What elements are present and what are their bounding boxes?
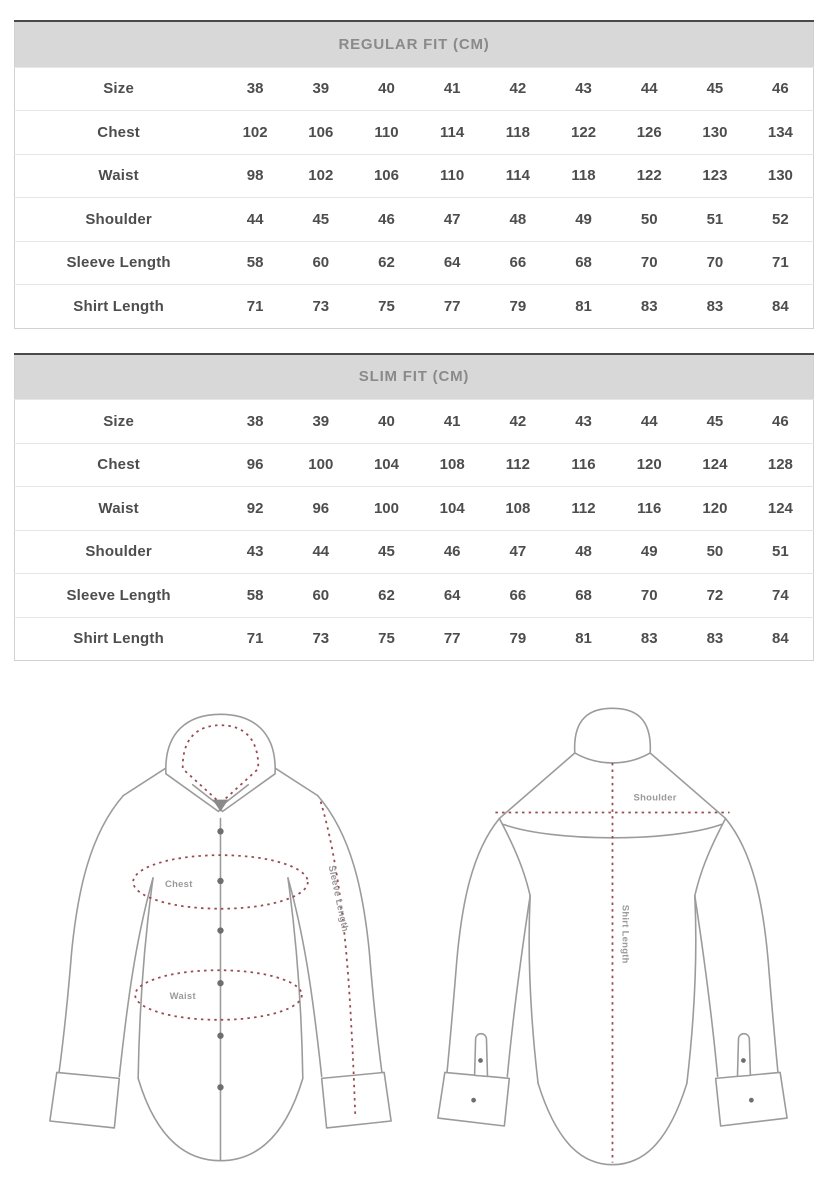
measurement-value-cell: 114 (419, 111, 485, 155)
measurement-value-cell: 106 (354, 154, 420, 198)
measurement-value-cell: 38 (222, 67, 288, 111)
waist-measure-ellipse (135, 970, 302, 1020)
measurement-value-cell: 92 (222, 487, 288, 531)
front-right-sleeve-inner (288, 878, 322, 1076)
measurement-value-cell: 70 (616, 241, 682, 285)
measurement-value-cell: 118 (485, 111, 551, 155)
measurement-value-cell: 114 (485, 154, 551, 198)
measurement-row-label: Chest (15, 111, 223, 155)
measurement-value-cell: 42 (485, 67, 551, 111)
back-left-sleeve-outline (447, 818, 500, 1074)
measurement-row-label: Shoulder (15, 530, 223, 574)
measurement-value-cell: 122 (551, 111, 617, 155)
measurement-value-cell: 100 (288, 443, 354, 487)
measurement-value-cell: 79 (485, 285, 551, 329)
measurement-value-cell: 47 (419, 198, 485, 242)
back-right-placket-button (741, 1058, 746, 1063)
front-left-cuff (50, 1072, 119, 1128)
measurement-value-cell: 83 (616, 617, 682, 661)
measurement-row (15, 154, 814, 198)
measurement-row-label: Waist (15, 487, 223, 531)
measurement-value-cell: 45 (288, 198, 354, 242)
measurement-value-cell: 75 (354, 285, 420, 329)
measurement-row-label: Chest (15, 443, 223, 487)
front-right-cuff (322, 1072, 391, 1128)
measurement-value-cell: 44 (288, 530, 354, 574)
measurement-value-cell: 46 (419, 530, 485, 574)
measurement-value-cell: 104 (419, 487, 485, 531)
measurement-value-cell: 112 (485, 443, 551, 487)
back-collar (575, 708, 651, 763)
measurement-value-cell: 48 (551, 530, 617, 574)
chest-label: Chest (165, 877, 193, 889)
measurement-value-cell: 116 (551, 443, 617, 487)
measurement-value-cell: 62 (354, 574, 420, 618)
measurement-row-label: Waist (15, 154, 223, 198)
measurement-row (15, 285, 814, 329)
measurement-value-cell: 50 (616, 198, 682, 242)
measurement-value-cell: 38 (222, 400, 288, 444)
measurement-value-cell: 40 (354, 400, 420, 444)
measurement-value-cell: 110 (354, 111, 420, 155)
measurement-value-cell: 126 (616, 111, 682, 155)
measurement-value-cell: 75 (354, 617, 420, 661)
back-right-sleeve-inner (695, 896, 718, 1077)
back-left-sleeve-inner (507, 896, 530, 1077)
measurement-row (15, 530, 814, 574)
measurement-value-cell: 43 (551, 400, 617, 444)
measurement-value-cell: 44 (616, 67, 682, 111)
front-left-sleeve-inner (119, 878, 153, 1076)
measurement-value-cell: 83 (682, 617, 748, 661)
measurement-value-cell: 64 (419, 574, 485, 618)
back-left-cuff-button (471, 1098, 476, 1103)
front-left-sleeve-outline (59, 796, 123, 1075)
measurement-value-cell: 64 (419, 241, 485, 285)
measurement-value-cell: 41 (419, 400, 485, 444)
measurement-value-cell: 124 (682, 443, 748, 487)
measurement-value-cell: 134 (748, 111, 814, 155)
measurement-value-cell: 70 (682, 241, 748, 285)
table-header-row (15, 354, 814, 400)
slim-fit-title: SLIM FIT (CM) (15, 354, 814, 400)
front-collar (166, 714, 275, 811)
measurement-value-cell: 44 (616, 400, 682, 444)
measurement-row-label: Sleeve Length (15, 241, 223, 285)
measurement-value-cell: 62 (354, 241, 420, 285)
measurement-value-cell: 120 (682, 487, 748, 531)
measurement-value-cell: 71 (222, 617, 288, 661)
back-body-left-side (529, 896, 538, 1083)
measurement-value-cell: 83 (682, 285, 748, 329)
measurement-value-cell: 43 (222, 530, 288, 574)
measurement-value-cell: 49 (551, 198, 617, 242)
measurement-value-cell: 100 (354, 487, 420, 531)
measurement-value-cell: 96 (288, 487, 354, 531)
measurement-value-cell: 81 (551, 285, 617, 329)
measurement-value-cell: 108 (419, 443, 485, 487)
measurement-value-cell: 106 (288, 111, 354, 155)
measurement-value-cell: 51 (748, 530, 814, 574)
measurement-value-cell: 112 (551, 487, 617, 531)
slim-fit-table (14, 353, 814, 662)
measurement-value-cell: 77 (419, 617, 485, 661)
measurement-value-cell: 47 (485, 530, 551, 574)
measurement-value-cell: 45 (682, 67, 748, 111)
measurement-value-cell: 102 (288, 154, 354, 198)
measurement-value-cell: 84 (748, 617, 814, 661)
measurement-value-cell: 74 (748, 574, 814, 618)
back-body-right-side (687, 896, 696, 1083)
shirt-back-diagram (424, 701, 796, 1173)
back-left-sleeve-placket (475, 1034, 488, 1077)
measurement-row-label: Shoulder (15, 198, 223, 242)
measurement-value-cell: 60 (288, 241, 354, 285)
regular-fit-title: REGULAR FIT (CM) (15, 21, 814, 67)
measurement-value-cell: 83 (616, 285, 682, 329)
measurement-value-cell: 84 (748, 285, 814, 329)
measurement-value-cell: 110 (419, 154, 485, 198)
measurement-value-cell: 51 (682, 198, 748, 242)
measurement-value-cell: 46 (354, 198, 420, 242)
measurement-row-label: Size (15, 400, 223, 444)
measurement-value-cell: 60 (288, 574, 354, 618)
measurement-value-cell: 68 (551, 574, 617, 618)
shirt-front-diagram (32, 701, 404, 1173)
shirt-length-label: Shirt Length (620, 904, 632, 964)
measurement-value-cell: 104 (354, 443, 420, 487)
measurement-value-cell: 128 (748, 443, 814, 487)
measurement-value-cell: 118 (551, 154, 617, 198)
measurement-value-cell: 98 (222, 154, 288, 198)
measurement-row (15, 443, 814, 487)
measurement-row-label: Shirt Length (15, 285, 223, 329)
measurement-value-cell: 130 (682, 111, 748, 155)
shoulder-label: Shoulder (633, 791, 677, 803)
measurement-value-cell: 39 (288, 400, 354, 444)
measurement-value-cell: 46 (748, 67, 814, 111)
size-guide-page (0, 20, 828, 1196)
measurement-value-cell: 72 (682, 574, 748, 618)
measurement-value-cell: 71 (222, 285, 288, 329)
measurement-row (15, 617, 814, 661)
measurement-value-cell: 40 (354, 67, 420, 111)
measurement-value-cell: 50 (682, 530, 748, 574)
waist-label: Waist (169, 990, 196, 1001)
measurement-value-cell: 49 (616, 530, 682, 574)
measurement-value-cell: 79 (485, 617, 551, 661)
measurement-value-cell: 52 (748, 198, 814, 242)
back-left-placket-button (478, 1058, 483, 1063)
measurement-value-cell: 73 (288, 285, 354, 329)
measurement-value-cell: 58 (222, 241, 288, 285)
front-right-sleeve-outline (318, 796, 382, 1075)
measurement-value-cell: 77 (419, 285, 485, 329)
measurement-value-cell: 45 (354, 530, 420, 574)
measurement-row-label: Shirt Length (15, 617, 223, 661)
measurement-value-cell: 108 (485, 487, 551, 531)
back-right-sleeve-outline (726, 818, 779, 1074)
measurement-value-cell: 116 (616, 487, 682, 531)
measurement-value-cell: 130 (748, 154, 814, 198)
measurement-diagrams (0, 701, 828, 1173)
sleeve-length-label: Sleeve Length (326, 864, 352, 933)
sleeve-length-measure-line (321, 802, 356, 1118)
measurement-value-cell: 66 (485, 574, 551, 618)
measurement-value-cell: 44 (222, 198, 288, 242)
table-header-row (15, 21, 814, 67)
measurement-value-cell: 96 (222, 443, 288, 487)
measurement-value-cell: 48 (485, 198, 551, 242)
measurement-value-cell: 73 (288, 617, 354, 661)
measurement-value-cell: 122 (616, 154, 682, 198)
measurement-value-cell: 46 (748, 400, 814, 444)
measurement-value-cell: 71 (748, 241, 814, 285)
measurement-value-cell: 39 (288, 67, 354, 111)
measurement-row (15, 487, 814, 531)
measurement-value-cell: 43 (551, 67, 617, 111)
measurement-row (15, 198, 814, 242)
measurement-value-cell: 123 (682, 154, 748, 198)
measurement-value-cell: 45 (682, 400, 748, 444)
measurement-value-cell: 70 (616, 574, 682, 618)
measurement-value-cell: 58 (222, 574, 288, 618)
measurement-row (15, 111, 814, 155)
measurement-value-cell: 42 (485, 400, 551, 444)
measurement-value-cell: 41 (419, 67, 485, 111)
measurement-row-label: Sleeve Length (15, 574, 223, 618)
measurement-value-cell: 124 (748, 487, 814, 531)
measurement-value-cell: 102 (222, 111, 288, 155)
measurement-row (15, 400, 814, 444)
measurement-value-cell: 81 (551, 617, 617, 661)
measurement-row (15, 67, 814, 111)
back-right-cuff-button (749, 1098, 754, 1103)
measurement-row-label: Size (15, 67, 223, 111)
measurement-row (15, 574, 814, 618)
measurement-value-cell: 68 (551, 241, 617, 285)
regular-fit-table (14, 20, 814, 329)
measurement-value-cell: 120 (616, 443, 682, 487)
measurement-value-cell: 66 (485, 241, 551, 285)
measurement-row (15, 241, 814, 285)
back-right-sleeve-placket (737, 1034, 750, 1077)
